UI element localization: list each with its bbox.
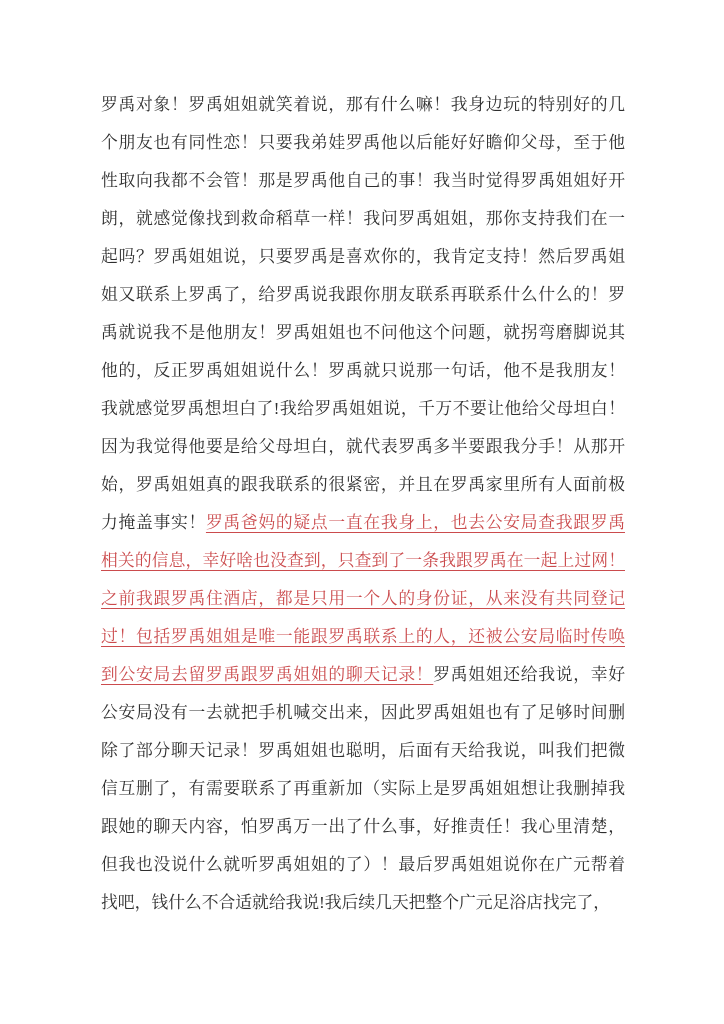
text-line [101, 846, 625, 884]
body-text: 我就感觉罗禹想坦白了!我给罗禹姐姐说，千万不要让他给父母坦白！ [101, 399, 625, 418]
text-line [101, 732, 625, 770]
text-line [101, 694, 625, 732]
text-line [101, 580, 625, 618]
body-text: 起吗？罗禹姐姐说，只要罗禹是喜欢你的，我肯定支持！然后罗禹姐 [101, 247, 625, 266]
text-line [101, 504, 625, 542]
text-line [101, 808, 625, 846]
text-line [101, 428, 625, 466]
highlighted-text: 罗禹爸妈的疑点一直在我身上，也去公安局查我跟罗禹 [205, 513, 625, 532]
body-text: 但我也没说什么就听罗禹姐姐的了）！最后罗禹姐姐说你在广元帮着 [101, 855, 625, 874]
body-text: 因为我觉得他要是给父母坦白，就代表罗禹多半要跟我分手！从那开 [101, 437, 625, 456]
text-line [101, 162, 625, 200]
text-line [101, 618, 625, 656]
text-line [101, 314, 625, 352]
body-text: 朗，就感觉像找到救命稻草一样！我问罗禹姐姐，那你支持我们在一 [101, 209, 625, 228]
document-text [101, 86, 625, 922]
text-line [101, 352, 625, 390]
body-text: 力掩盖事实！ [101, 513, 206, 532]
body-text: 姐又联系上罗禹了，给罗禹说我跟你朋友联系再联系什么什么的！罗 [101, 285, 625, 304]
highlighted-text: 相关的信息，幸好啥也没查到，只查到了一条我跟罗禹在一起上过网！ [101, 551, 625, 570]
text-line [101, 884, 625, 922]
text-line [101, 200, 625, 238]
text-line [101, 238, 625, 276]
text-line [101, 770, 625, 808]
highlighted-text: 之前我跟罗禹住酒店，都是只用一个人的身份证，从来没有共同登记 [101, 589, 625, 608]
body-text: 性取向我都不会管！那是罗禹他自己的事！我当时觉得罗禹姐姐好开 [101, 171, 625, 190]
highlighted-text: 到公安局去留罗禹跟罗禹姐姐的聊天记录！ [101, 665, 434, 684]
text-line [101, 86, 625, 124]
highlighted-text: 过！包括罗禹姐姐是唯一能跟罗禹联系上的人，还被公安局临时传唤 [101, 627, 625, 646]
body-text: 公安局没有一去就把手机喊交出来，因此罗禹姐姐也有了足够时间删 [101, 703, 625, 722]
body-text: 跟她的聊天内容，怕罗禹万一出了什么事，好推责任！我心里清楚， [101, 817, 625, 836]
text-line [101, 466, 625, 504]
text-line [101, 656, 625, 694]
body-text: 罗禹姐姐还给我说，幸好 [433, 665, 625, 684]
body-text: 禹就说我不是他朋友！罗禹姐姐也不问他这个问题，就拐弯磨脚说其 [101, 323, 625, 342]
text-line [101, 390, 625, 428]
body-text: 始，罗禹姐姐真的跟我联系的很紧密，并且在罗禹家里所有人面前极 [101, 475, 625, 494]
body-text: 他的，反正罗禹姐姐说什么！罗禹就只说那一句话，他不是我朋友！ [101, 361, 625, 380]
body-text: 找吧，钱什么不合适就给我说!我后续几天把整个广元足浴店找完了， [101, 893, 611, 912]
body-text: 罗禹对象！罗禹姐姐就笑着说，那有什么嘛！我身边玩的特别好的几 [101, 95, 625, 114]
body-text: 信互删了，有需要联系了再重新加（实际上是罗禹姐姐想让我删掉我 [101, 779, 625, 798]
body-text: 个朋友也有同性恋！只要我弟娃罗禹他以后能好好瞻仰父母，至于他 [101, 133, 625, 152]
body-text: 除了部分聊天记录！罗禹姐姐也聪明，后面有天给我说，叫我们把微 [101, 741, 625, 760]
text-line [101, 124, 625, 162]
text-line [101, 542, 625, 580]
text-line [101, 276, 625, 314]
